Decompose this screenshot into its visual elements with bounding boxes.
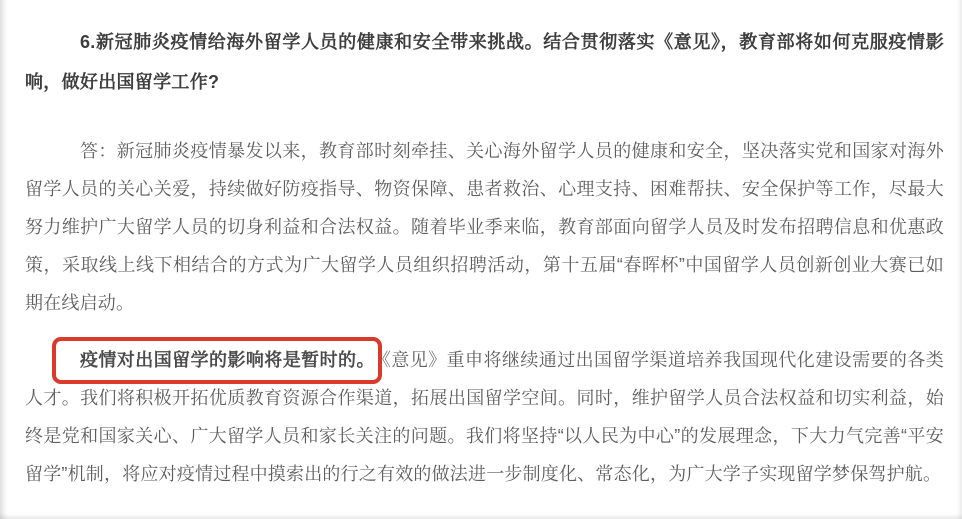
question-heading: 6.新冠肺炎疫情给海外留学人员的健康和安全带来挑战。结合贯彻落实《意见》，教育部将如何克服疫情影响，做好出国留学工作? [25, 32, 944, 92]
answer-paragraph-1: 答：新冠肺炎疫情暴发以来，教育部时刻牵挂、关心海外留学人员的健康和安全，坚决落实党和国家对海外留学人员的关心关爱，持续做好防疫指导、物资保障、患者救治、心理支持、困难帮扶、安全保护等工作，尽最大努力维护广大留学人员的切身利益和合法权益。随着毕业季来临，教育部面向留学人员及时发布招聘信息和优惠政策，采取线上线下相结合的方式为广大留学人员组织招聘活动，第十五届“春晖杯”中国留学人员创新创业大赛已如期在线启动。 [25, 141, 944, 313]
highlighted-sentence: 疫情对出国留学的影响将是暂时的。 [80, 350, 375, 370]
highlight-box [52, 337, 382, 384]
article-body [0, 22, 962, 493]
answer-paragraph-2 [25, 341, 944, 493]
answer-paragraph-2-rest: 《意见》重申将继续通过出国留学渠道培养我国现代化建设需要的各类人才。我们将积极开拓优质教育资源合作渠道，拓展出国留学空间。同时，维护留学人员合法权益和切实利益，始终是党和国家关心、广大留学人员和家长关注的问题。我们将坚持“以人民为中心”的发展理念，下大力气完善“平安留学”机制，将应对疫情过程中摸索出的行之有效的做法进一步制度化、常态化，为广大学子实现留学梦保驾护航。 [25, 350, 944, 484]
